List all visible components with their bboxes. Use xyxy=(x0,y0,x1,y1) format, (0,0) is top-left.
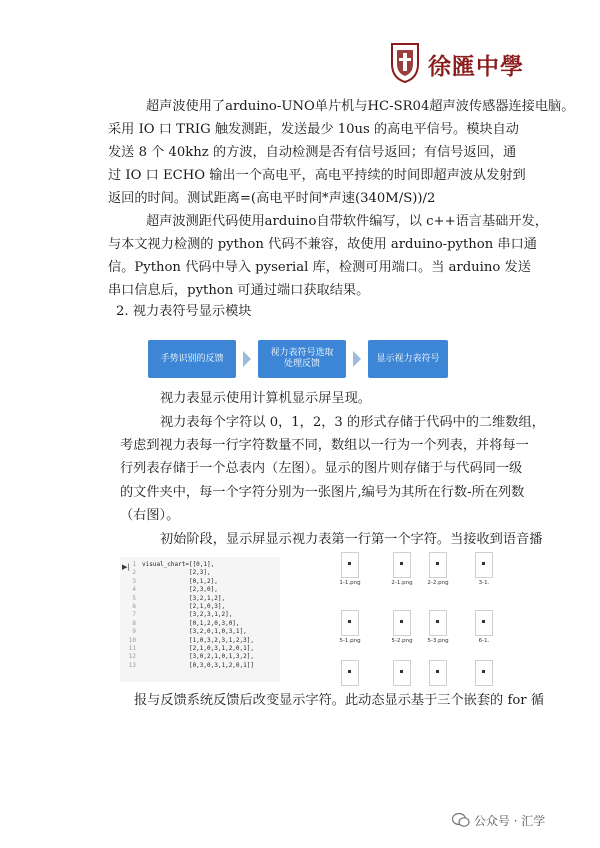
paragraph-line: 发送 8 个 40khz 的方波，自动检测是否有信号返回；有信号返回，通 xyxy=(108,145,517,160)
image-file-thumbnail xyxy=(475,660,493,686)
symbol-glyph xyxy=(348,620,351,623)
image-file-thumbnail xyxy=(429,660,447,686)
watermark-text: 公众号 · 汇学 xyxy=(473,814,546,828)
paragraph-line: 采用 IO 口 TRIG 触发测距，发送最少 10us 的高电平信号。模块自动 xyxy=(108,122,519,137)
paragraph-line: 过 IO 口 ECHO 输出一个高电平，高电平持续的时间即超声波从发射到 xyxy=(108,168,526,183)
flow-step-gesture-feedback: 手势识别的反馈 xyxy=(148,340,236,378)
image-file[interactable] xyxy=(332,610,368,644)
symbol-glyph xyxy=(348,670,351,673)
line-numbers xyxy=(120,561,136,670)
image-file-thumbnail xyxy=(341,660,359,686)
image-file-name: 6-1. xyxy=(478,638,490,644)
paragraph-line: 视力表显示使用计算机显示屏呈现。 xyxy=(160,391,371,406)
wechat-icon xyxy=(452,812,470,828)
image-file-thumbnail xyxy=(341,610,359,636)
symbol-glyph xyxy=(400,670,403,673)
symbol-glyph xyxy=(436,670,439,673)
symbol-glyph xyxy=(436,620,439,623)
code-line: visual_chart=[[0,1], xyxy=(142,561,215,568)
line-number: 3 xyxy=(132,577,136,585)
code-line: [3,2,0,1,0,3,1], xyxy=(142,628,247,636)
line-number: 2 xyxy=(132,569,136,577)
image-file[interactable] xyxy=(420,660,456,686)
code-text xyxy=(142,561,254,670)
code-line: [0,3,0,3,1,2,0,1]] xyxy=(142,661,254,669)
paragraph-line: 返回的时间。测试距离=(高电平时间*声速(340M/S))/2 xyxy=(108,191,436,206)
section-heading: 2. 视力表符号显示模块 xyxy=(116,304,252,319)
image-file-thumbnail xyxy=(393,552,411,578)
paragraph-line: 报与反馈系统反馈后改变显示字符。此动态显示基于三个嵌套的 for 循 xyxy=(134,693,544,708)
code-line: [2,1,0,3,1,2,0,1], xyxy=(142,645,254,653)
image-file-thumbnail xyxy=(429,610,447,636)
line-number: 13 xyxy=(128,661,136,669)
watermark xyxy=(452,812,545,829)
line-number: 9 xyxy=(132,628,136,636)
line-number: 4 xyxy=(132,586,136,594)
image-file-name: 5-1.png xyxy=(339,638,361,644)
line-number: 10 xyxy=(128,636,136,644)
school-crest-icon xyxy=(388,40,422,84)
paragraph-line: 超声波使用了arduino-UNO单片机与HC-SR04超声波传感器连接电脑。 xyxy=(146,99,575,114)
image-file[interactable] xyxy=(466,660,502,686)
image-file-thumbnail xyxy=(429,552,447,578)
image-file-thumbnail xyxy=(341,552,359,578)
paragraph-line: 信。Python 代码中导入 pyserial 库，检测可用端口。当 arduino 发送 xyxy=(108,260,531,275)
symbol-glyph xyxy=(400,562,403,565)
image-file-name: 1-1.png xyxy=(339,580,361,586)
image-file[interactable] xyxy=(466,552,502,586)
paragraph-line: 的文件夹中，每一个字符分别为一张图片,编号为其所在行数-所在列数 xyxy=(120,485,525,500)
code-line: [3,2,3,1,2], xyxy=(142,611,233,619)
paragraph-line: 超声波测距代码使用arduino自带软件编写，以 c++语言基础开发， xyxy=(146,214,548,229)
image-file-name: 3-1. xyxy=(478,580,490,586)
image-file-thumbnail xyxy=(393,610,411,636)
image-file-thumbnail xyxy=(475,552,493,578)
code-figure xyxy=(120,557,280,682)
flow-step-symbol-selection: 视力表符号选取 处理反馈 xyxy=(258,340,346,378)
code-line: [3,2,1,2], xyxy=(142,594,226,602)
paragraph-line: 行列表存储于一个总表内（左图）。显示的图片则存储于与代码同一级 xyxy=(120,461,523,476)
paragraph-line: 串口信息后，python 可通过端口获取结果。 xyxy=(108,283,370,298)
line-number: 1 xyxy=(132,561,136,568)
image-file-name: 2-1.png xyxy=(391,580,413,586)
image-file[interactable] xyxy=(384,552,420,586)
code-line: [2,1,0,3], xyxy=(142,603,226,611)
code-line: [2,3], xyxy=(142,569,211,577)
flow-step-display-symbol: 显示视力表符号 xyxy=(368,340,448,378)
image-file[interactable] xyxy=(332,552,368,586)
image-file[interactable] xyxy=(384,610,420,644)
code-line: [3,0,2,1,0,1,3,2], xyxy=(142,653,254,661)
image-file[interactable] xyxy=(384,660,420,686)
paragraph-line: 初始阶段，显示屏显示视力表第一行第一个字符。当接收到语音播 xyxy=(160,532,543,547)
code-line: [2,3,0], xyxy=(142,586,218,594)
symbol-glyph xyxy=(400,620,403,623)
image-file[interactable] xyxy=(332,660,368,686)
symbol-glyph xyxy=(348,562,351,565)
symbol-glyph xyxy=(436,562,439,565)
line-number: 12 xyxy=(128,653,136,661)
symbol-glyph xyxy=(482,562,485,565)
code-line: [0,1,2], xyxy=(142,577,218,585)
flow-arrow xyxy=(353,351,361,367)
paragraph-line: 视力表每个字符以 0，1，2，3 的形式存储于代码中的二维数组， xyxy=(160,415,545,430)
image-file-thumbnail xyxy=(393,660,411,686)
line-number: 5 xyxy=(132,594,136,602)
symbol-glyph xyxy=(482,620,485,623)
line-number: 7 xyxy=(132,611,136,619)
line-number: 6 xyxy=(132,603,136,611)
image-file-name: 2-2.png xyxy=(427,580,449,586)
school-name: 徐匯中學 xyxy=(428,53,524,80)
image-file[interactable] xyxy=(420,552,456,586)
symbol-glyph xyxy=(482,670,485,673)
image-file-thumbnail xyxy=(475,610,493,636)
image-file-name: 5-2.png xyxy=(391,638,413,644)
code-line: [1,0,3,2,3,1,2,3], xyxy=(142,636,254,644)
flow-arrow xyxy=(243,351,251,367)
paragraph-line: 考虑到视力表每一行字符数量不同，数组以一行为一个列表，并将每一 xyxy=(120,438,529,453)
paragraph-line: （右图）。 xyxy=(120,508,180,523)
run-cell-icon: ▶| xyxy=(122,563,130,571)
code-line: [0,1,2,0,3,0], xyxy=(142,619,240,627)
school-logo xyxy=(388,40,524,86)
image-file[interactable] xyxy=(466,610,502,644)
image-file[interactable] xyxy=(420,610,456,644)
line-number: 8 xyxy=(132,619,136,627)
image-file-name: 5-3.png xyxy=(427,638,449,644)
paragraph-line: 与本文视力检测的 python 代码不兼容，故使用 arduino-python 串口通 xyxy=(108,237,537,252)
line-number: 11 xyxy=(128,645,136,653)
